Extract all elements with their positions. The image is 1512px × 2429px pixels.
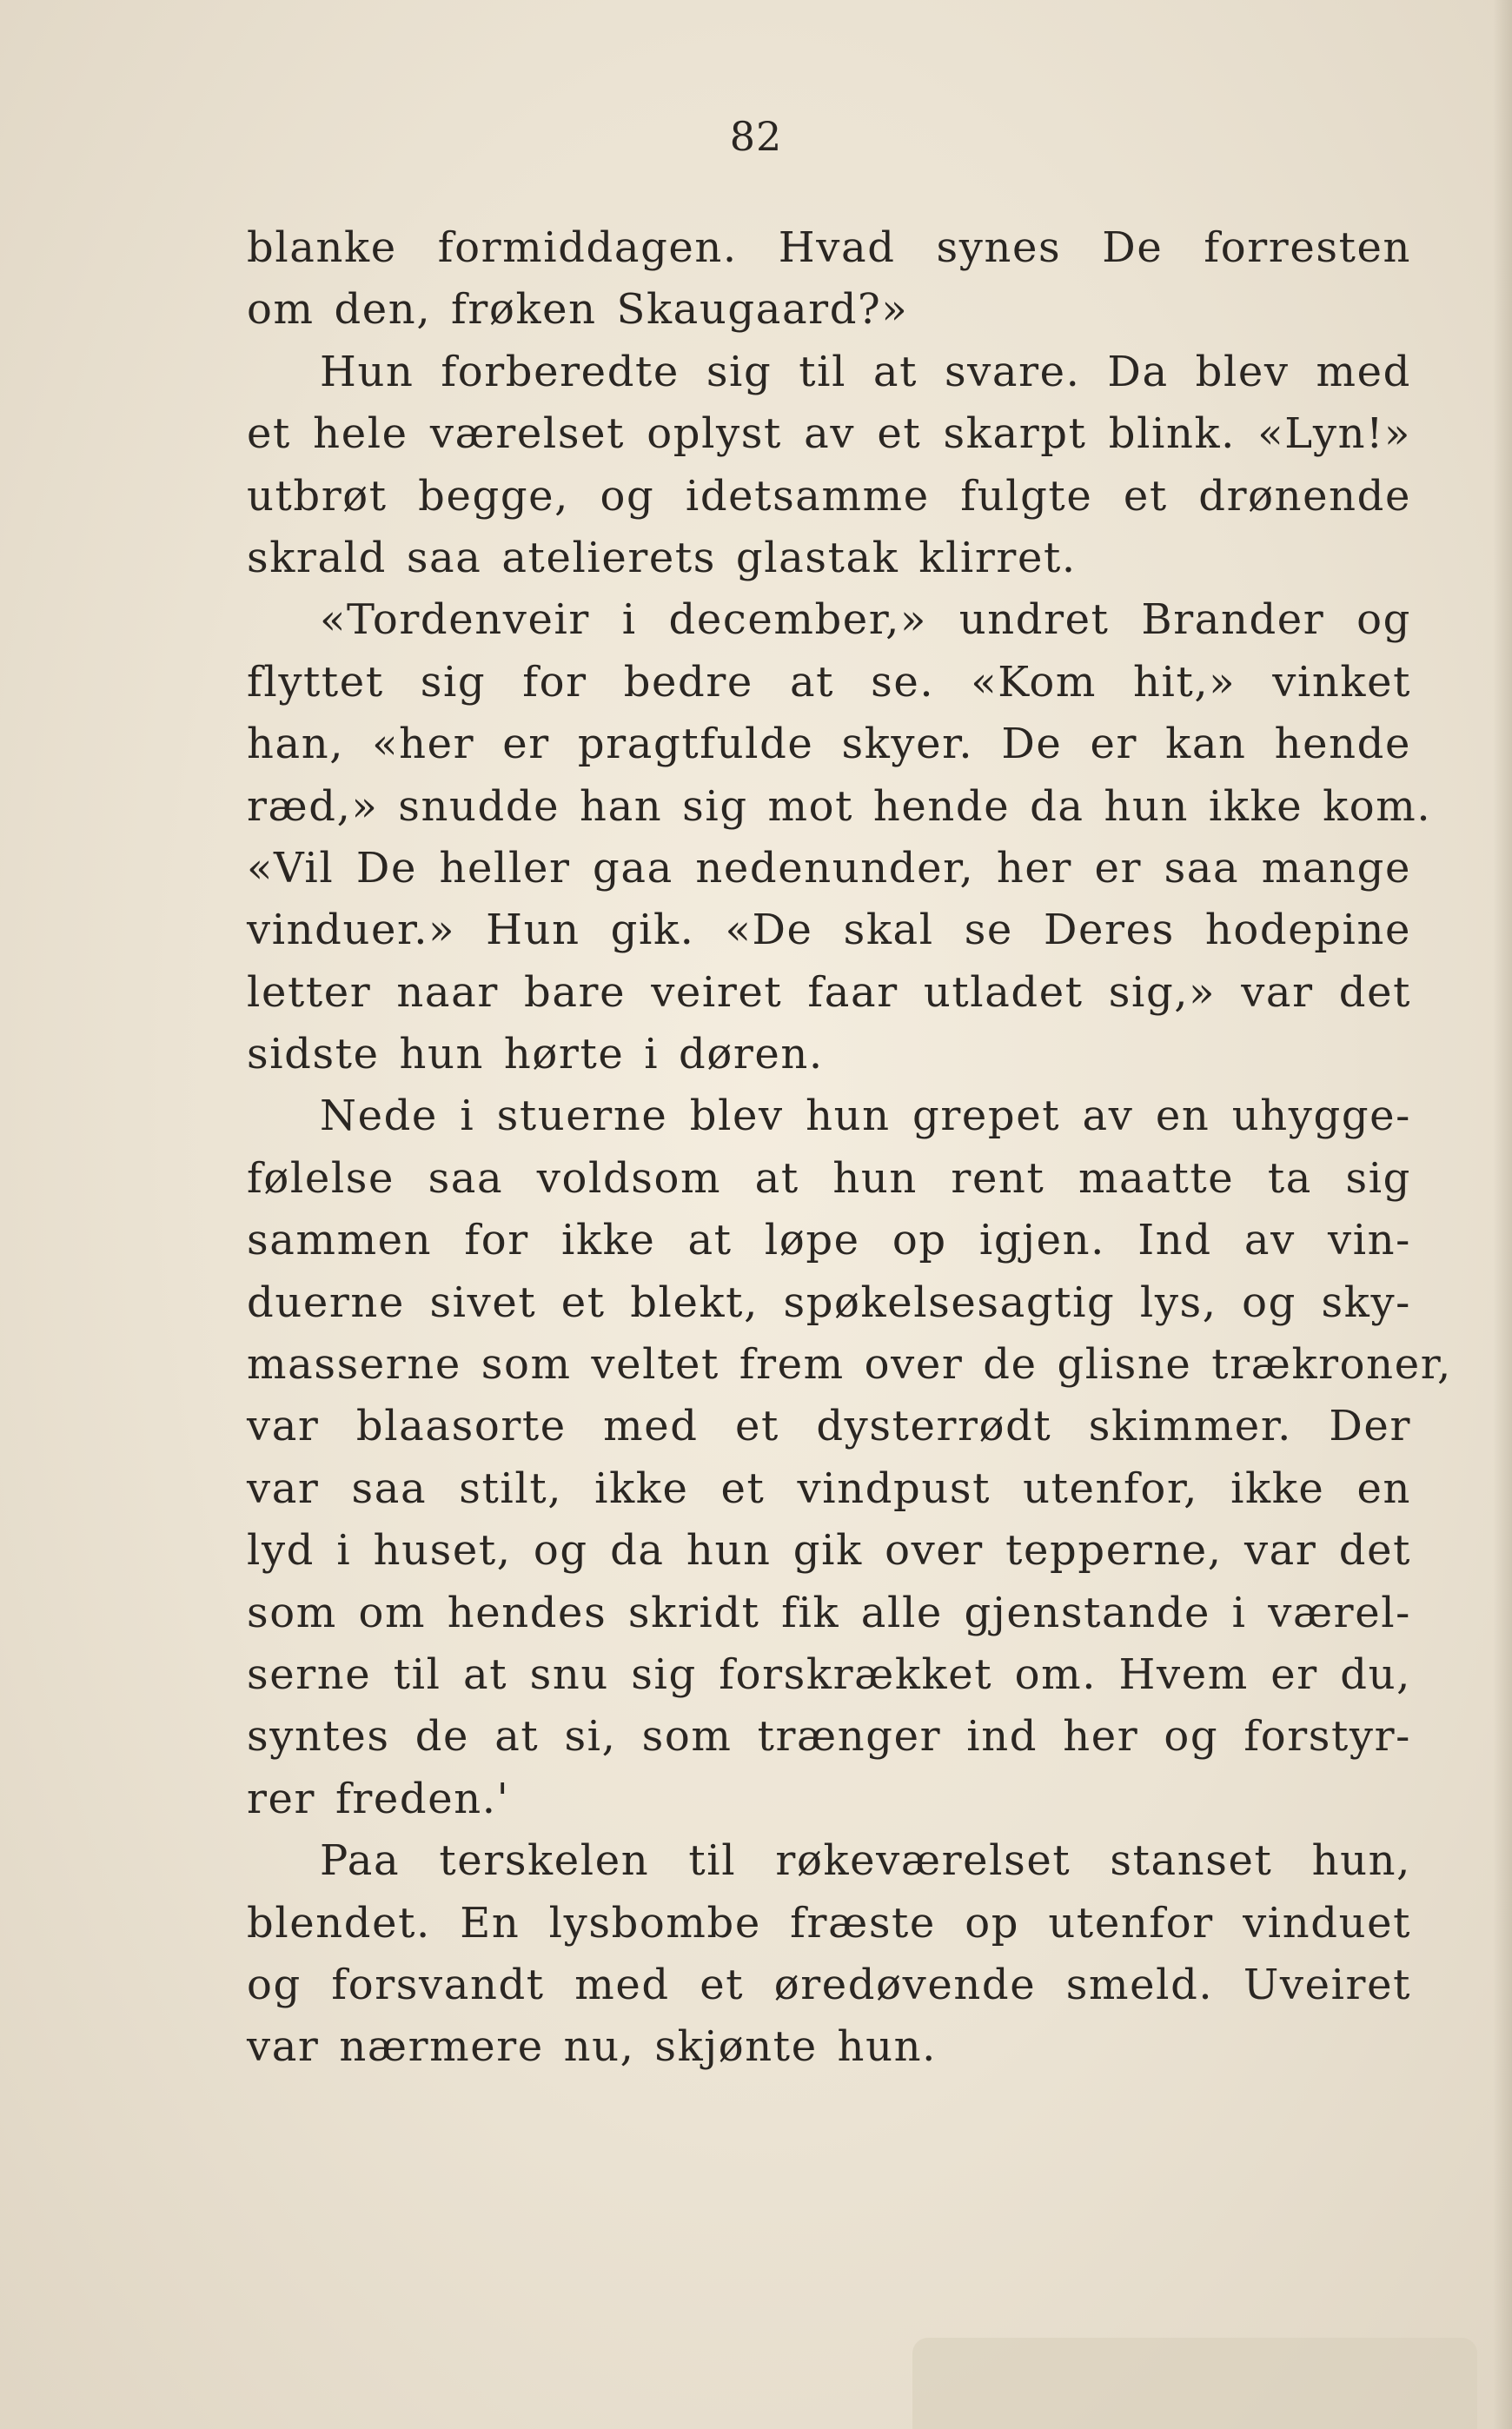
text-line: var nærmere nu, skjønte hun. — [247, 2022, 937, 2072]
body-text — [247, 217, 1452, 2079]
page-edge-shadow — [1493, 0, 1512, 2429]
text-line: var blaasorte med et dysterrødt skimmer. Der — [247, 1402, 1411, 1451]
text-line: et hele værelset oplyst av et skarpt blink. «Lyn!» — [247, 409, 1411, 459]
text-line: blendet. En lysbombe fræste op utenfor vinduet — [247, 1898, 1411, 1948]
text-line: letter naar bare veiret faar utladet sig,» var det — [247, 967, 1411, 1017]
text-line: Nede i stuerne blev hun grepet av en uhygge- — [320, 1092, 1411, 1141]
text-line: blanke formiddagen. Hvad synes De forresten — [247, 223, 1411, 272]
text-line: «Tordenveir i december,» undret Brander og — [320, 595, 1411, 645]
text-line: som om hendes skridt fik alle gjenstande i værel- — [247, 1588, 1411, 1637]
text-line: Paa terskelen til røkeværelset stanset hun, — [320, 1836, 1411, 1886]
text-line: flyttet sig for bedre at se. «Kom hit,» vinket — [247, 657, 1411, 707]
text-line: sidste hun hørte i døren. — [247, 1030, 824, 1079]
text-line: masserne som veltet frem over de glisne trækroner, — [247, 1340, 1452, 1390]
text-line: duerne sivet et blekt, spøkelsesagtig lys, og sky- — [247, 1278, 1411, 1327]
text-line: rer freden.' — [247, 1774, 510, 1823]
text-line: skrald saa atelierets glastak klirret. — [247, 533, 1077, 582]
text-line: var saa stilt, ikke et vindpust utenfor, ikke en — [247, 1463, 1411, 1513]
page-stain — [912, 2338, 1477, 2429]
text-line: følelse saa voldsom at hun rent maatte ta sig — [247, 1153, 1411, 1203]
text-line: «Vil De heller gaa nedenunder, her er saa mange — [247, 843, 1411, 893]
text-line: syntes de at si, som trænger ind her og forstyr- — [247, 1712, 1411, 1762]
text-line: ræd,» snudde han sig mot hende da hun ikke kom. — [247, 781, 1432, 831]
text-line: og forsvandt med et øredøvende smeld. Uveiret — [247, 1960, 1411, 2009]
text-line: om den, frøken Skaugaard?» — [247, 285, 909, 335]
text-line: Hun forberedte sig til at svare. Da blev med — [320, 347, 1411, 396]
text-line: vinduer.» Hun gik. «De skal se Deres hodepine — [247, 906, 1411, 955]
text-line: sammen for ikke at løpe op igjen. Ind av vin- — [247, 1216, 1411, 1265]
text-line: han, «her er pragtfulde skyer. De er kan hende — [247, 720, 1411, 769]
page-number: 82 — [729, 113, 783, 160]
text-line: serne til at snu sig forskrækket om. Hvem er du, — [247, 1649, 1411, 1699]
text-line: utbrøt begge, og idetsamme fulgte et drønende — [247, 471, 1411, 521]
text-line: lyd i huset, og da hun gik over tepperne, var det — [247, 1526, 1411, 1576]
